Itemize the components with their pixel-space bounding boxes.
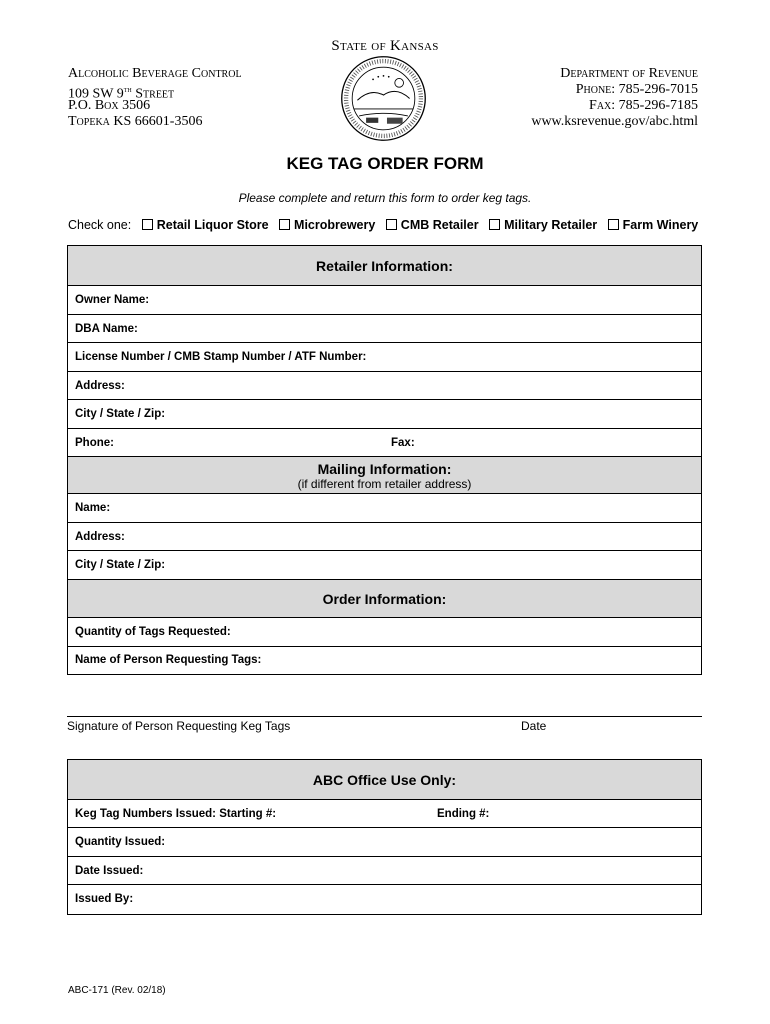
office-section-header: ABC Office Use Only: <box>68 760 701 800</box>
ending-number-field[interactable]: Ending #: <box>437 808 490 820</box>
checkbox-icon[interactable] <box>489 219 500 230</box>
fax-field[interactable]: Fax: <box>391 437 415 449</box>
mailing-heading: Mailing Information: <box>317 461 452 477</box>
office-use-table <box>67 759 702 915</box>
issued-by-field[interactable]: Issued By: <box>75 893 134 905</box>
retailer-section-header: Retailer Information: <box>68 246 701 286</box>
starting-number-field[interactable]: Keg Tag Numbers Issued: Starting #: <box>75 808 277 820</box>
department-phone: Phone: 785-296-7015 <box>575 82 698 97</box>
department-name: Department of Revenue <box>560 66 698 81</box>
dba-name-field[interactable]: DBA Name: <box>68 315 701 343</box>
retailer-address-field[interactable]: Address: <box>68 372 701 400</box>
phone-fax-row <box>68 429 701 457</box>
license-number-field[interactable]: License Number / CMB Stamp Number / ATF Number: <box>68 343 701 372</box>
signature-label: Signature of Person Requesting Keg Tags <box>67 719 291 733</box>
form-instructions: Please complete and return this form to order keg tags. <box>238 191 532 205</box>
option-farm-winery[interactable]: Farm Winery <box>608 218 699 232</box>
check-one-label: Check one: <box>68 218 132 232</box>
agency-street: 109 SW 9th Street <box>68 85 175 102</box>
date-label: Date <box>521 719 547 733</box>
signature-line[interactable] <box>67 716 702 717</box>
phone-field[interactable]: Phone: <box>75 437 114 449</box>
checkbox-icon[interactable] <box>279 219 290 230</box>
option-microbrewery[interactable]: Microbrewery <box>279 218 375 232</box>
mailing-address-field[interactable]: Address: <box>68 523 701 551</box>
date-issued-field[interactable]: Date Issued: <box>68 857 701 885</box>
owner-name-field[interactable]: Owner Name: <box>68 286 701 315</box>
tag-numbers-row <box>68 800 701 828</box>
mailing-name-field[interactable]: Name: <box>68 494 701 523</box>
agency-po-box: P.O. Box 3506 <box>68 98 151 113</box>
option-cmb-retailer[interactable]: CMB Retailer <box>386 218 479 232</box>
requester-name-field[interactable]: Name of Person Requesting Tags: <box>75 654 262 666</box>
state-title: State of Kansas <box>331 38 439 54</box>
checkbox-icon[interactable] <box>608 219 619 230</box>
quantity-issued-field[interactable]: Quantity Issued: <box>68 828 701 857</box>
mailing-subheading: (if different from retailer address) <box>297 477 472 491</box>
agency-name: Alcoholic Beverage Control <box>68 66 242 81</box>
checkbox-icon[interactable] <box>142 219 153 230</box>
option-military-retailer[interactable]: Military Retailer <box>489 218 597 232</box>
department-fax: Fax: 785-296-7185 <box>589 98 698 113</box>
agency-city: Topeka KS 66601-3506 <box>68 114 203 129</box>
form-title: KEG TAG ORDER FORM <box>286 154 484 173</box>
mailing-section-header <box>68 457 701 494</box>
business-type-options <box>68 218 708 232</box>
order-section-header: Order Information: <box>68 580 701 618</box>
checkbox-icon[interactable] <box>386 219 397 230</box>
quantity-requested-field[interactable]: Quantity of Tags Requested: <box>68 618 701 647</box>
retailer-mailing-order-table <box>67 245 702 675</box>
department-website[interactable]: www.ksrevenue.gov/abc.html <box>531 114 698 129</box>
option-retail-liquor-store[interactable]: Retail Liquor Store <box>142 218 269 232</box>
mailing-city-state-zip-field[interactable]: City / State / Zip: <box>68 551 701 580</box>
retailer-city-state-zip-field[interactable]: City / State / Zip: <box>68 400 701 429</box>
kansas-state-seal-icon <box>340 55 427 142</box>
form-number: ABC-171 (Rev. 02/18) <box>68 985 166 996</box>
